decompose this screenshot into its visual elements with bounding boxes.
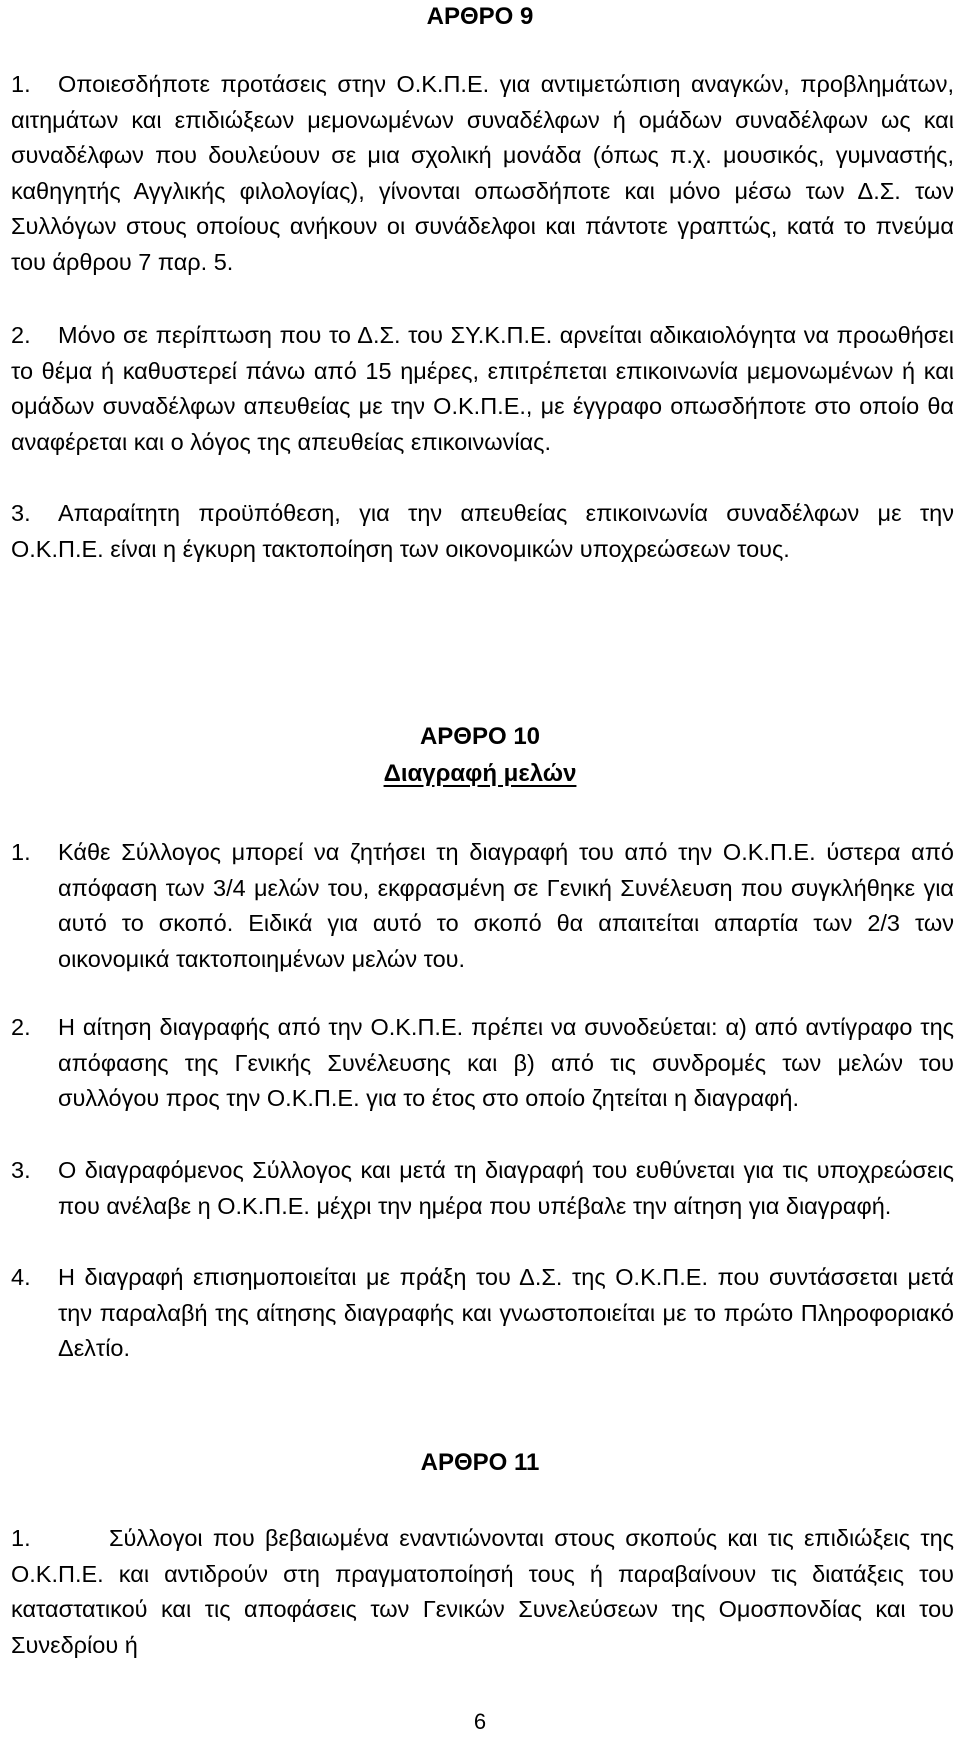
paragraph-text: Κάθε Σύλλογος μπορεί να ζητήσει τη διαγραφή του από την Ο.Κ.Π.Ε. ύστερα από απόφαση των 3/4 μελών του, εκφρασμένη σε Γενική Συνέλευση που συγκλήθηκε για αυτό το σκοπό. Ειδικά για αυτό το σκοπό θα απαιτείται απαρτία των 2/3 των οικονομικά τακτοποιημένων μελών του.	[58, 839, 954, 972]
paragraph-number: 3.	[11, 500, 31, 526]
paragraph-text: Η αίτηση διαγραφής από την Ο.Κ.Π.Ε. πρέπει να συνοδεύεται: α) από αντίγραφο της απόφασης της Γενικής Συνέλευσης και β) από τις συνδρομές των μελών του συλλόγου προς την Ο.Κ.Π.Ε. για το έτος στο οποίο ζητείται η διαγραφή.	[58, 1014, 954, 1112]
article-11-title: ΑΡΘΡΟ 11	[420, 1449, 540, 1476]
paragraph-number: 3.	[11, 1157, 31, 1183]
paragraph-number: 1.	[11, 839, 31, 865]
article-10-paragraph-1	[11, 835, 954, 977]
paragraph-text: Απαραίτητη προϋπόθεση, για την απευθείας επικοινωνία συναδέλφων με την Ο.Κ.Π.Ε. είναι η έγκυρη τακτοποίηση των οικονομικών υποχρεώσεων τους.	[11, 500, 954, 562]
paragraph-number: 4.	[11, 1264, 31, 1290]
article-10-subtitle: Διαγραφή μελών	[383, 760, 577, 787]
paragraph-text: Ο διαγραφόμενος Σύλλογος και μετά τη διαγραφή του ευθύνεται για τις υποχρεώσεις που ανέλαβε η Ο.Κ.Π.Ε. μέχρι την ημέρα που υπέβαλε την αίτηση για διαγραφή.	[58, 1157, 954, 1219]
article-10-paragraph-3	[11, 1153, 954, 1224]
article-9-title: ΑΡΘΡΟ 9	[426, 3, 534, 30]
article-9-paragraph-3	[11, 496, 954, 567]
article-10-paragraph-4	[11, 1260, 954, 1367]
paragraph-number: 2.	[11, 322, 31, 348]
article-10-title: ΑΡΘΡΟ 10	[419, 723, 541, 750]
paragraph-number: 1.	[11, 71, 31, 97]
paragraph-number: 2.	[11, 1014, 31, 1040]
paragraph-text: Σύλλογοι που βεβαιωμένα εναντιώνονται στους σκοπούς και τις επιδιώξεις της Ο.Κ.Π.Ε. και αντιδρούν στη πραγματοποίησή τους ή παραβαίνουν τις διατάξεις του καταστατικού και τις αποφάσεις των Γενικών Συνελεύσεων της Ομοσπονδίας και του Συνεδρίου ή	[11, 1525, 954, 1658]
paragraph-text: Η διαγραφή επισημοποιείται με πράξη του Δ.Σ. της Ο.Κ.Π.Ε. που συντάσσεται μετά την παραλαβή της αίτησης διαγραφής και γνωστοποιείται με το πρώτο Πληροφοριακό Δελτίο.	[58, 1264, 954, 1362]
article-11-paragraph-1	[11, 1521, 954, 1663]
article-9-paragraph-1	[11, 67, 954, 281]
paragraph-number: 1.	[11, 1525, 31, 1551]
article-9-paragraph-2	[11, 318, 954, 460]
article-10-paragraph-2	[11, 1010, 954, 1117]
paragraph-text: Μόνο σε περίπτωση που το Δ.Σ. του ΣΥ.Κ.Π.Ε. αρνείται αδικαιολόγητα να προωθήσει το θέμα ή καθυστερεί πάνω από 15 ημέρες, επιτρέπεται επικοινωνία μεμονωμένων ή και ομάδων συναδέλφων απευθείας με την Ο.Κ.Π.Ε., με έγγραφο οπωσδήποτε στο οποίο θα αναφέρεται και ο λόγος της απευθείας επικοινωνίας.	[11, 322, 954, 455]
page-number: 6	[473, 1709, 487, 1734]
paragraph-text: Οποιεσδήποτε προτάσεις στην Ο.Κ.Π.Ε. για αντιμετώπιση αναγκών, προβλημάτων, αιτημάτων και επιδιώξεων μεμονωμένων συναδέλφων ή ομάδων συναδέλφων ως και συναδέλφων που δουλεύουν σε μια σχολική μονάδα (όπως π.χ. μουσικός, γυμναστής, καθηγητής Αγγλικής φιλολογίας), γίνονται οπωσδήποτε και μόνο μέσω των Δ.Σ. των Συλλόγων στους οποίους ανήκουν οι συνάδελφοι και πάντοτε γραπτώς, κατά το πνεύμα του άρθρου 7 παρ. 5.	[11, 71, 954, 275]
